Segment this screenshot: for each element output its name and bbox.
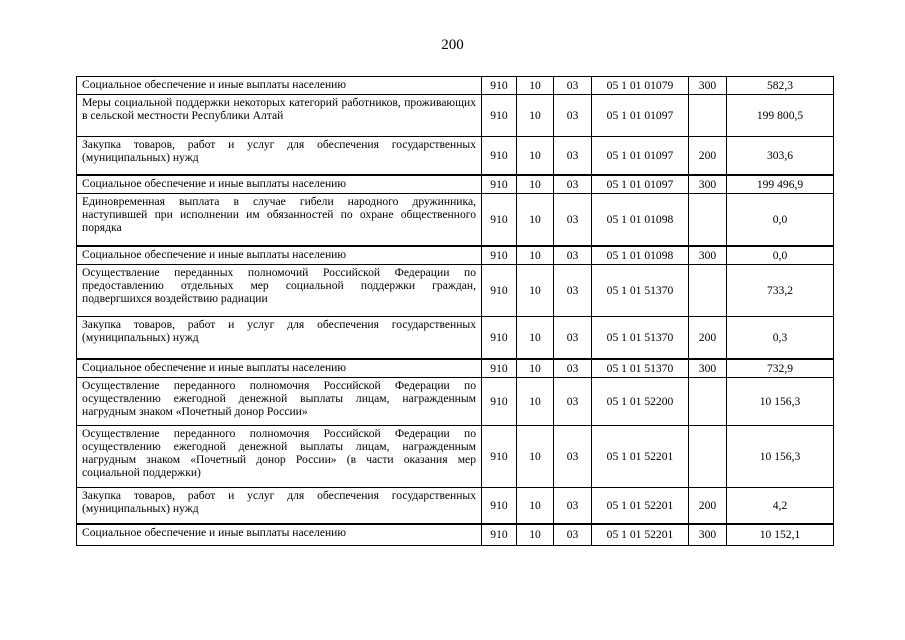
section-cell: 10 xyxy=(517,77,554,95)
amount-cell: 10 156,3 xyxy=(727,426,834,488)
section-cell: 10 xyxy=(517,137,554,175)
row-name: Единовременная выплата в случае гибели народного дружинника, наступившей при исполнении им обязанностей по охране общественного порядка xyxy=(77,194,482,246)
table-row xyxy=(77,194,834,246)
subsection-cell: 03 xyxy=(554,488,592,524)
table-row xyxy=(77,317,834,359)
amount-cell: 4,2 xyxy=(727,488,834,524)
amount-cell: 303,6 xyxy=(727,137,834,175)
section-cell: 10 xyxy=(517,175,554,194)
target-article-cell: 05 1 01 01098 xyxy=(592,194,689,246)
grbs-cell: 910 xyxy=(482,426,517,488)
section-cell: 10 xyxy=(517,359,554,378)
table-row xyxy=(77,488,834,524)
target-article-cell: 05 1 01 52201 xyxy=(592,488,689,524)
row-name: Закупка товаров, работ и услуг для обеспечения государственных (муниципальных) нужд xyxy=(77,137,482,175)
section-cell: 10 xyxy=(517,378,554,426)
table-row xyxy=(77,524,834,546)
amount-cell: 199 800,5 xyxy=(727,95,834,137)
target-article-cell: 05 1 01 51370 xyxy=(592,359,689,378)
grbs-cell: 910 xyxy=(482,317,517,359)
subsection-cell: 03 xyxy=(554,524,592,546)
amount-cell: 10 156,3 xyxy=(727,378,834,426)
target-article-cell: 05 1 01 51370 xyxy=(592,317,689,359)
page-number: 200 xyxy=(441,37,464,53)
expense-type-cell xyxy=(689,265,727,317)
table-row xyxy=(77,378,834,426)
grbs-cell: 910 xyxy=(482,488,517,524)
section-cell: 10 xyxy=(517,265,554,317)
amount-cell: 0,0 xyxy=(727,194,834,246)
expense-type-cell: 200 xyxy=(689,137,727,175)
table-row xyxy=(77,246,834,265)
table-row xyxy=(77,77,834,95)
grbs-cell: 910 xyxy=(482,137,517,175)
amount-cell: 0,3 xyxy=(727,317,834,359)
table-row xyxy=(77,359,834,378)
target-article-cell: 05 1 01 52201 xyxy=(592,524,689,546)
subsection-cell: 03 xyxy=(554,359,592,378)
table-row xyxy=(77,137,834,175)
row-name: Закупка товаров, работ и услуг для обеспечения государственных (муниципальных) нужд xyxy=(77,317,482,359)
section-cell: 10 xyxy=(517,246,554,265)
table-row xyxy=(77,175,834,194)
row-name: Социальное обеспечение и иные выплаты населению xyxy=(77,359,482,378)
expense-type-cell: 300 xyxy=(689,524,727,546)
row-name: Социальное обеспечение и иные выплаты населению xyxy=(77,524,482,546)
subsection-cell: 03 xyxy=(554,426,592,488)
subsection-cell: 03 xyxy=(554,77,592,95)
expense-type-cell xyxy=(689,194,727,246)
amount-cell: 0,0 xyxy=(727,246,834,265)
section-cell: 10 xyxy=(517,426,554,488)
row-name: Осуществление переданного полномочия Российской Федерации по осуществлению ежегодной денежной выплаты лицам, награжденным нагрудным знаком «Почетный донор России» xyxy=(77,378,482,426)
expense-type-cell: 200 xyxy=(689,317,727,359)
subsection-cell: 03 xyxy=(554,175,592,194)
table-row xyxy=(77,95,834,137)
grbs-cell: 910 xyxy=(482,359,517,378)
grbs-cell: 910 xyxy=(482,77,517,95)
grbs-cell: 910 xyxy=(482,95,517,137)
expense-type-cell: 300 xyxy=(689,359,727,378)
amount-cell: 732,9 xyxy=(727,359,834,378)
section-cell: 10 xyxy=(517,524,554,546)
target-article-cell: 05 1 01 01097 xyxy=(592,137,689,175)
expense-type-cell xyxy=(689,95,727,137)
subsection-cell: 03 xyxy=(554,194,592,246)
budget-table xyxy=(76,76,834,546)
row-name: Социальное обеспечение и иные выплаты населению xyxy=(77,175,482,194)
grbs-cell: 910 xyxy=(482,194,517,246)
row-name: Социальное обеспечение и иные выплаты населению xyxy=(77,77,482,95)
section-cell: 10 xyxy=(517,95,554,137)
subsection-cell: 03 xyxy=(554,378,592,426)
subsection-cell: 03 xyxy=(554,95,592,137)
expense-type-cell: 300 xyxy=(689,246,727,265)
amount-cell: 733,2 xyxy=(727,265,834,317)
expense-type-cell: 300 xyxy=(689,77,727,95)
expense-type-cell: 200 xyxy=(689,488,727,524)
grbs-cell: 910 xyxy=(482,524,517,546)
expense-type-cell: 300 xyxy=(689,175,727,194)
row-name: Меры социальной поддержки некоторых категорий работников, проживающих в сельской местности Республики Алтай xyxy=(77,95,482,137)
row-name: Осуществление переданного полномочия Российской Федерации по осуществлению ежегодной денежной выплаты лицам, награжденным нагрудным знаком «Почетный донор России» (в части оказания мер социальной поддержки) xyxy=(77,426,482,488)
target-article-cell: 05 1 01 01098 xyxy=(592,246,689,265)
expense-type-cell xyxy=(689,378,727,426)
section-cell: 10 xyxy=(517,317,554,359)
section-cell: 10 xyxy=(517,194,554,246)
subsection-cell: 03 xyxy=(554,265,592,317)
target-article-cell: 05 1 01 01079 xyxy=(592,77,689,95)
grbs-cell: 910 xyxy=(482,175,517,194)
row-name: Социальное обеспечение и иные выплаты населению xyxy=(77,246,482,265)
amount-cell: 10 152,1 xyxy=(727,524,834,546)
expense-type-cell xyxy=(689,426,727,488)
target-article-cell: 05 1 01 01097 xyxy=(592,175,689,194)
subsection-cell: 03 xyxy=(554,246,592,265)
table-row xyxy=(77,426,834,488)
row-name: Закупка товаров, работ и услуг для обеспечения государственных (муниципальных) нужд xyxy=(77,488,482,524)
subsection-cell: 03 xyxy=(554,137,592,175)
grbs-cell: 910 xyxy=(482,246,517,265)
subsection-cell: 03 xyxy=(554,317,592,359)
table-body xyxy=(77,77,834,546)
target-article-cell: 05 1 01 51370 xyxy=(592,265,689,317)
target-article-cell: 05 1 01 01097 xyxy=(592,95,689,137)
grbs-cell: 910 xyxy=(482,378,517,426)
section-cell: 10 xyxy=(517,488,554,524)
table-row xyxy=(77,265,834,317)
row-name: Осуществление переданных полномочий Российской Федерации по предоставлению отдельных мер социальной поддержки граждан, подвергшихся воздействию радиации xyxy=(77,265,482,317)
target-article-cell: 05 1 01 52201 xyxy=(592,426,689,488)
target-article-cell: 05 1 01 52200 xyxy=(592,378,689,426)
amount-cell: 199 496,9 xyxy=(727,175,834,194)
amount-cell: 582,3 xyxy=(727,77,834,95)
grbs-cell: 910 xyxy=(482,265,517,317)
